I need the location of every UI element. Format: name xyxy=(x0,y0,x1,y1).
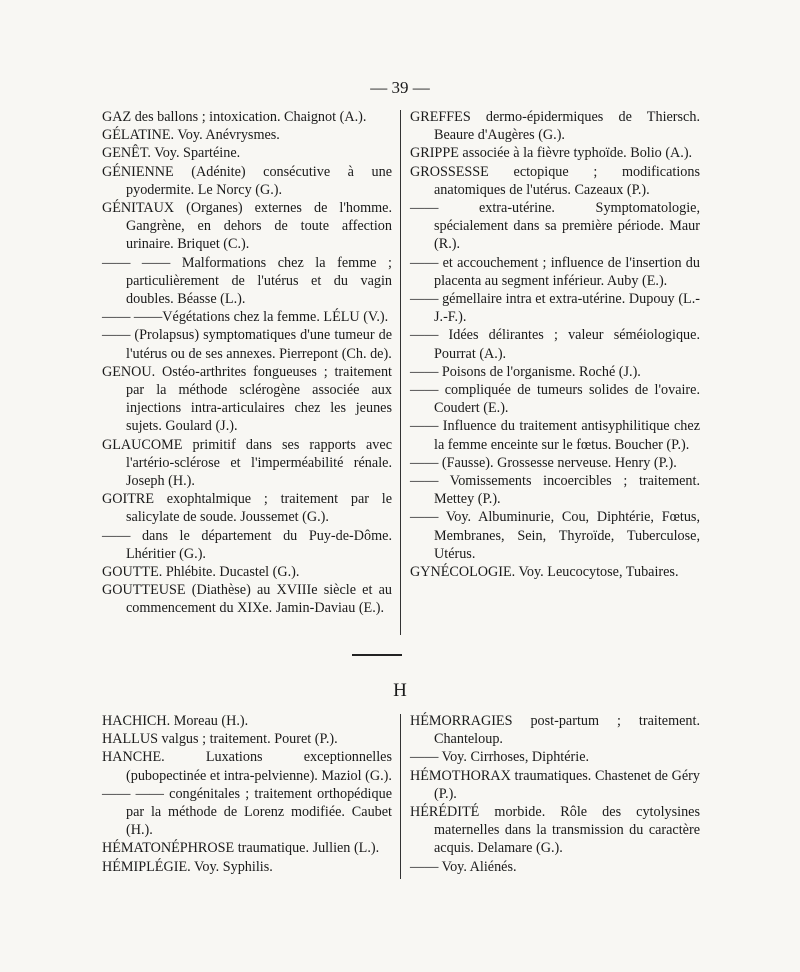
h-right-column xyxy=(410,712,700,876)
index-entry: —— Idées délirantes ; valeur séméiologique. Pourrat (A.). xyxy=(410,327,700,362)
column-divider xyxy=(400,110,401,635)
page-number: — 39 — xyxy=(370,78,430,97)
index-entry: —— Poisons de l'organisme. Roché (J.). xyxy=(410,363,641,380)
index-entry: HÉMOTHORAX traumatiques. Chastenet de Géry (P.). xyxy=(410,767,700,802)
column-divider xyxy=(400,714,401,879)
index-entry: HÉMIPLÉGIE. Voy. Syphilis. xyxy=(102,858,273,875)
index-entry: HANCHE. Luxations exceptionnelles (pubopectinée et intra-pelvienne). Maziol (G.). xyxy=(102,749,392,784)
index-entry: HÉMATONÉPHROSE traumatique. Jullien (L.). xyxy=(102,840,380,857)
index-entry: —— Vomissements incoercibles ; traitement. Mettey (P.). xyxy=(410,473,700,508)
index-entry: —— dans le département du Puy-de-Dôme. Lhéritier (G.). xyxy=(102,527,392,562)
index-entry: —— Voy. Cirrhoses, Diphtérie. xyxy=(410,749,590,766)
index-entry: GYNÉCOLOGIE. Voy. Leucocytose, Tubaires. xyxy=(410,564,679,581)
index-entry: HALLUS valgus ; traitement. Pouret (P.). xyxy=(102,731,338,748)
index-entry: GRIPPE associée à la fièvre typhoïde. Bolio (A.). xyxy=(410,145,693,162)
index-entry: GOUTTE. Phlébite. Ducastel (G.). xyxy=(102,564,300,581)
g-right-column xyxy=(410,108,700,581)
index-entry: GROSSESSE ectopique ; modifications anatomiques de l'utérus. Cazeaux (P.). xyxy=(410,163,700,198)
index-entry: —— gémellaire intra et extra-utérine. Dupouy (L.-J.-F.). xyxy=(410,291,700,326)
index-entry: —— extra-utérine. Symptomatologie, spécialement dans sa première période. Maur (R.). xyxy=(410,200,700,253)
index-entry: —— ——Végétations chez la femme. LÉLU (V.). xyxy=(102,309,389,326)
index-entry: —— et accouchement ; influence de l'insertion du placenta au segment inférieur. Auby (E.). xyxy=(410,254,700,289)
index-entry: GOITRE exophtalmique ; traitement par le salicylate de soude. Joussemet (G.). xyxy=(102,491,392,526)
section-letter-heading: H xyxy=(393,680,407,701)
h-left-column xyxy=(102,712,392,876)
index-entry: —— —— Malformations chez la femme ; particulièrement de l'utérus et du vagin doubles. Béasse (L.). xyxy=(102,254,392,308)
index-entry: —— compliquée de tumeurs solides de l'ovaire. Coudert (E.). xyxy=(410,382,700,417)
index-entry: —— Influence du traitement antisyphilitique chez la femme enceinte sur le fœtus. Boucher (P.). xyxy=(410,418,700,453)
index-entry: GLAUCOME primitif dans ses rapports avec l'artério-sclérose et l'imperméabilité rénale. Joseph (H.). xyxy=(102,436,392,490)
g-left-column xyxy=(102,108,392,618)
index-entry: —— (Fausse). Grossesse nerveuse. Henry (P.). xyxy=(410,454,677,471)
section-separator xyxy=(352,654,402,656)
index-entry: GAZ des ballons ; intoxication. Chaignot (A.). xyxy=(102,109,367,125)
index-entry: GÉNIENNE (Adénite) consécutive à une pyodermite. Le Norcy (G.). xyxy=(102,163,392,198)
index-entry: GENOU. Ostéo-arthrites fongueuses ; traitement par la méthode sclérogène associée aux injections intra-articulaires chez les jeunes sujets. Goulard (J.). xyxy=(102,363,392,435)
index-entry: —— —— congénitales ; traitement orthopédique par la méthode de Lorenz modifiée. Caubet (H.). xyxy=(102,785,392,839)
index-entry: HACHICH. Moreau (H.). xyxy=(102,713,249,729)
index-entry: —— (Prolapsus) symptomatiques d'une tumeur de l'utérus ou de ses annexes. Pierrepont (Ch. de). xyxy=(102,327,392,362)
index-entry: GENÊT. Voy. Spartéine. xyxy=(102,145,241,162)
index-entry: —— Voy. Albuminurie, Cou, Diphtérie, Fœtus, Membranes, Sein, Thyroïde, Tuberculose, Utérus. xyxy=(410,509,700,562)
index-entry: GÉNITAUX (Organes) externes de l'homme. Gangrène, en dehors de toute affection urinaire. Briquet (C.). xyxy=(102,200,392,253)
index-entry: GÉLATINE. Voy. Anévrysmes. xyxy=(102,127,280,144)
index-entry: GOUTTEUSE (Diathèse) au XVIIIe siècle et au commencement du XIXe. Jamin-Daviau (E.). xyxy=(102,582,392,617)
index-entry: —— Voy. Aliénés. xyxy=(410,858,517,875)
index-entry: HÉRÉDITÉ morbide. Rôle des cytolysines maternelles dans la transmission du caractère acquis. Delamare (G.). xyxy=(410,804,700,857)
index-entry: GREFFES dermo-épidermiques de Thiersch. Beaure d'Augères (G.). xyxy=(410,109,700,144)
index-entry: HÉMORRAGIES post-partum ; traitement. Chanteloup. xyxy=(410,713,700,748)
